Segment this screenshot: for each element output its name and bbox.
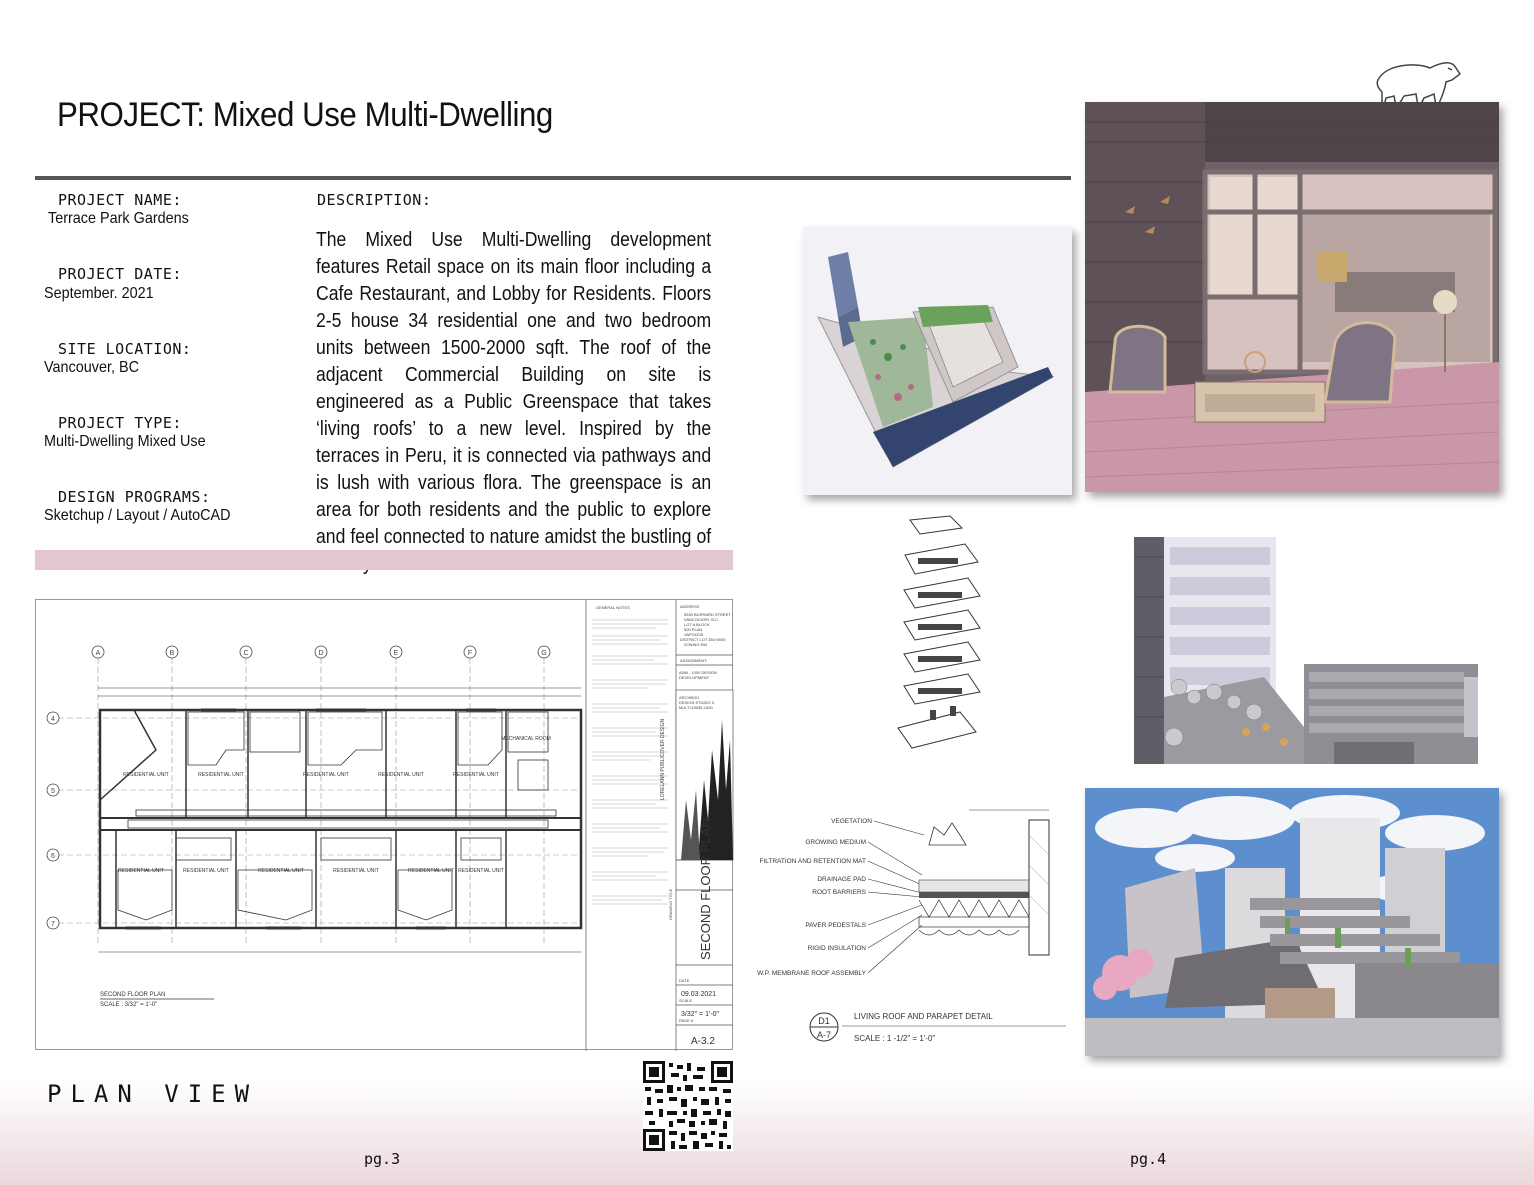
notes-header: GENERAL NOTES [596,605,630,610]
grid-letter: A [95,650,101,657]
page-number-right: pg.4 [1130,1150,1167,1168]
address-line: LOT A BLOCK [684,622,710,627]
project-type-value: Multi-Dwelling Mixed Use [44,433,206,450]
address-line: VANCOUVER, B.C. [684,617,720,622]
address-line: DISTRICT LOT 350 NWD [680,637,726,642]
floor-plan-svg [36,600,734,1051]
detail-tag-bottom: A-7 [816,1030,832,1040]
unit-label: RESIDENTIAL UNIT [118,868,164,874]
drawing-caption: SECOND FLOOR PLAN [100,992,166,998]
unit-label: RESIDENTIAL UNIT [453,772,499,778]
detail-scale: SCALE : 1 -1/2" = 1'-0" [854,1034,936,1043]
unit-label: RESIDENTIAL UNIT [378,772,424,778]
project-date-value: September. 2021 [44,285,154,302]
detail-layer-label: RIGID INSULATION [807,945,866,952]
project-date-label: PROJECT DATE: [58,265,182,283]
detail-caption: LIVING ROOF AND PARAPET DETAIL [854,1012,993,1021]
floor-plan-drawing [35,599,733,1050]
assignment-line: DEVELOPMENT [679,675,710,680]
studio-line: ARCHBOO [679,695,700,700]
studio-line: MULTI-DWELLING [679,705,713,710]
site-location-value: Vancouver, BC [44,359,139,376]
qr-code-icon [643,1061,733,1151]
address-line: VAP24228 [684,632,703,637]
address-header: ADDRESS [680,604,700,609]
plan-view-label: PLAN VIEW [47,1080,259,1108]
detail-layer-label: GROWING MEDIUM [805,839,866,846]
grid-letter: G [541,650,547,657]
detail-layer-label: VEGETATION [831,818,872,825]
unit-label: RESIDENTIAL UNIT [123,772,169,778]
exploded-floors-diagram [890,510,990,770]
unit-label: RESIDENTIAL UNIT [333,868,379,874]
detail-layer-label: ROOT BARRIERS [812,889,866,896]
qr-code[interactable] [643,1061,733,1151]
project-name-value: Terrace Park Gardens [48,210,189,227]
grid-number: 7 [51,921,55,928]
drawing-scale-value: 3/32" = 1'-0" [681,1011,720,1018]
patio-render-image [1085,102,1499,492]
date-label: DATE [679,978,690,983]
page-title: PROJECT: Mixed Use Multi-Dwelling [57,96,553,134]
grid-number: 4 [51,716,55,723]
drawing-scale: SCALE : 3/32" = 1'-0" [100,1002,158,1008]
assignment-header: ASSIGNMENT: [680,658,708,663]
pink-divider [35,550,733,570]
page-label: PAGE # [679,1018,694,1023]
detail-tag-top: D1 [818,1016,830,1026]
unit-label: RESIDENTIAL UNIT [198,772,244,778]
site-location-label: SITE LOCATION: [58,340,192,358]
street-render-image [1085,788,1499,1056]
building-elevation-image [1134,537,1478,764]
unit-label: RESIDENTIAL UNIT [183,868,229,874]
detail-layer-label: FILTRATION AND RETENTION MAT [759,858,866,865]
design-programs-value: Sketchup / Layout / AutoCAD [44,507,231,524]
assignment-line: ADM - 1000 DESIGN [679,670,717,675]
detail-layer-label: W.P. MEMBRANE ROOF ASSEMBLY [757,970,866,977]
mech-room-label: MECHANICAL ROOM [501,736,551,742]
title-rule [35,176,1071,180]
address-line: 500 PLAN [684,627,703,632]
grid-letter: B [169,650,175,657]
unit-label: RESIDENTIAL UNIT [303,772,349,778]
grid-number: 5 [51,788,55,795]
page-number-left: pg.3 [364,1150,401,1168]
grid-number: 6 [51,853,55,860]
description-text: The Mixed Use Multi-Dwelling development features Retail space on its main floor including a Cafe Restaurant, and Lobby for Residents. Floors 2-5 house 34 residential one and two bedroom units between 1500-2000 sqft. The roof of the adjacent Commercial Building on site is engineered as a Public Greenspace that takes ‘living roofs’ to a new level. Inspired by the terraces in Peru, it is connected via pathways and is lush with various flora. The greenspace is an area for both residents and the public to explore and feel connected to nature amidst the bustling of [316,229,712,548]
drawing-date: 09.03.2021 [681,991,717,998]
site-axonometric-image [803,227,1072,495]
studio-line: DESIGN STUDIO II [679,700,714,705]
unit-label: RESIDENTIAL UNIT [258,868,304,874]
detail-layer-label: DRAINAGE PAD [817,876,866,883]
address-line: ZONING RM [684,642,707,647]
unit-label: RESIDENTIAL UNIT [458,868,504,874]
design-programs-label: DESIGN PROGRAMS: [58,488,211,506]
detail-layer-label: PAVER PEDESTALS [805,922,866,929]
description-label: DESCRIPTION: [317,191,432,209]
project-type-label: PROJECT TYPE: [58,414,182,432]
grid-letter: F [467,650,473,657]
unit-label: RESIDENTIAL UNIT [408,868,454,874]
page-number: A-3.2 [691,1036,715,1047]
parapet-detail-drawing [757,805,1066,1050]
drawing-title-label: DRAWING TITLE [668,888,673,920]
grid-letter: D [318,650,324,657]
drawing-title: SECOND FLOOR PLAN [698,818,713,960]
address-line: 5530 BURRARD STREET [684,612,731,617]
scale-label: SCALE [679,998,693,1003]
project-name-label: PROJECT NAME: [58,191,182,209]
designer-name: LORELANN PUBLICOVER DESIGN [660,718,666,800]
grid-letter: E [393,650,399,657]
grid-letter: C [243,650,249,657]
